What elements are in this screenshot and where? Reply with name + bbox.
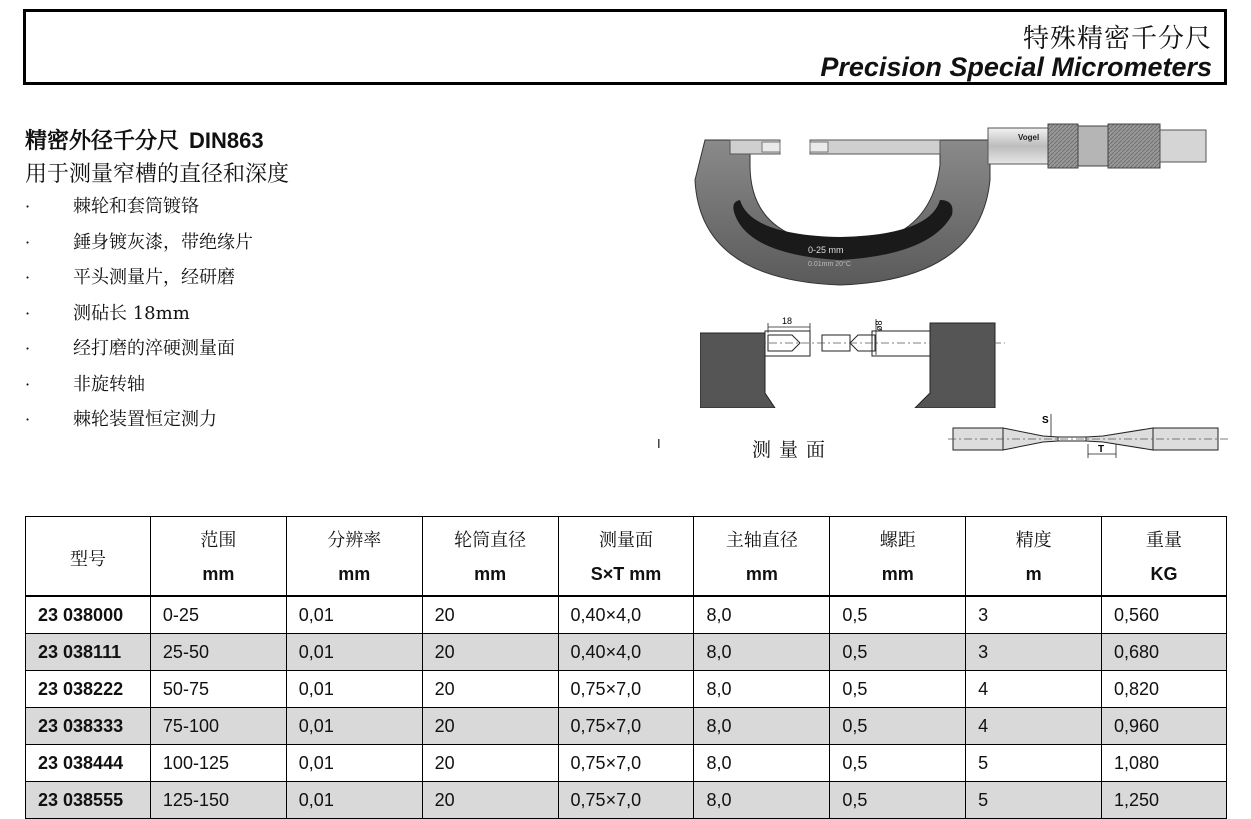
bullet-mark: · [25,374,31,394]
table-cell: 0,5 [830,782,966,819]
table-cell: 0,01 [286,782,422,819]
frame-text-2: 0.01mm 20°C [808,261,851,268]
table-cell: 4 [966,671,1102,708]
bullet-mark: · [25,232,31,252]
feature-item [25,338,625,374]
table-cell: 100-125 [150,745,286,782]
product-heading [25,127,625,156]
header-label: 型号 [69,548,106,570]
header-label-cell [422,517,558,559]
header-unit-cell [1102,558,1227,596]
table-row [26,708,1227,745]
table-cell: 0,680 [1102,634,1227,671]
table-cell: 0,5 [830,596,966,634]
bullet-mark: · [25,303,31,323]
table-cell: 1,080 [1102,745,1227,782]
table-cell: 0,01 [286,708,422,745]
model-number-cell: 23 038222 [26,671,151,708]
table-cell: 20 [422,708,558,745]
header-label: 分辨率 [327,530,382,551]
product-description [25,127,625,445]
right-anvil-rod [872,331,930,356]
spindle [810,140,940,154]
measuring-surface-label: 测量面 [752,439,834,461]
header-label: 主轴直径 [725,530,798,551]
header-label-cell [558,517,694,559]
table-cell: 20 [422,671,558,708]
table-cell: 8,0 [694,671,830,708]
table-cell: 0,5 [830,708,966,745]
table-cell: 0,01 [286,596,422,634]
table-cell: 0,560 [1102,596,1227,634]
header-box [23,9,1227,85]
header-unit-cell [830,558,966,596]
table-cell: 8,0 [694,596,830,634]
left-body [700,333,775,408]
header-label: 重量 [1146,530,1182,551]
feature-text: 棘轮和套筒镀铬 [73,196,199,217]
frame-text-1: 0-25 mm [808,245,844,255]
table-cell: 8,0 [694,745,830,782]
header-unit: mm [881,564,914,584]
end-cap [1160,130,1206,162]
table-cell: 0,75×7,0 [558,745,694,782]
table-cell: 0,5 [830,671,966,708]
model-number-cell: 23 038333 [26,708,151,745]
brand-label: Vogel [1018,133,1040,142]
table-row [26,782,1227,819]
table-cell: 4 [966,708,1102,745]
table-cell: 5 [966,745,1102,782]
model-number-cell: 23 038444 [26,745,151,782]
table-cell: 0-25 [150,596,286,634]
table-cell: 8,0 [694,708,830,745]
table-cell: 0,40×4,0 [558,634,694,671]
header-unit: mm [202,564,235,584]
feature-text: 测砧长 18mm [73,302,190,324]
header-unit: mm [338,564,371,584]
table-row [26,671,1227,708]
ratchet-knurl [1108,124,1160,168]
bullet-mark: · [25,339,31,358]
header-label: 螺距 [879,530,916,551]
micrometer-photo [690,120,1230,300]
header-model [26,517,151,597]
model-number-cell: 23 038000 [26,596,151,634]
model-number-cell: 23 038555 [26,782,151,819]
tick-mark: I [657,436,661,451]
model-number-cell: 23 038111 [26,634,151,671]
header-unit-cell [694,558,830,596]
header-unit: m [1025,564,1042,584]
table-cell: 0,5 [830,745,966,782]
feature-item [25,409,625,445]
table-cell: 125-150 [150,782,286,819]
dim-diameter-label: ø8 [874,320,884,331]
table-cell: 0,820 [1102,671,1227,708]
header-label: 轮筒直径 [454,530,527,551]
dim-s-label: S [1042,415,1049,426]
table-cell: 25-50 [150,634,286,671]
product-heading-din: DIN863 [189,128,264,153]
feature-item [25,232,625,268]
table-cell: 0,960 [1102,708,1227,745]
anvil-drawing [700,313,1010,408]
page-title-cn: 特殊精密千分尺 [1022,24,1212,54]
feature-list [25,196,625,445]
feature-text: 平头测量片，经研磨 [73,267,235,288]
header-label: 范围 [200,530,237,551]
dim-t-label: T [1098,444,1105,455]
feature-text: 錘身镀灰漆，带绝缘片 [73,231,253,253]
header-label-cell [830,517,966,559]
table-cell: 20 [422,745,558,782]
header-unit-cell [150,558,286,596]
table-cell: 1,250 [1102,782,1227,819]
table-cell: 0,40×4,0 [558,596,694,634]
table-row [26,745,1227,782]
header-unit-cell [286,558,422,596]
anvil-tip [762,142,780,152]
header-unit-cell [966,558,1102,596]
feature-text: 经打磨的淬硬测量面 [73,338,235,359]
feature-item [25,267,625,303]
table-cell: 20 [422,782,558,819]
table-cell: 0,75×7,0 [558,708,694,745]
bullet-mark: · [25,410,31,429]
table-row [26,634,1227,671]
header-unit-cell [558,558,694,596]
table-cell: 3 [966,596,1102,634]
header-unit: mm [474,564,507,584]
table-row [26,596,1227,634]
table-cell: 0,01 [286,671,422,708]
spec-table [25,516,1227,819]
header-unit: S×T mm [590,564,662,584]
product-subtitle: 用于测量窄槽的直径和深度 [25,162,290,187]
table-cell: 50-75 [150,671,286,708]
table-cell: 0,5 [830,634,966,671]
header-label: 精度 [1015,530,1052,551]
table-cell: 3 [966,634,1102,671]
page-title-en: Precision Special Micrometers [820,52,1212,82]
header-label-cell [1102,517,1227,559]
feature-item [25,303,625,339]
header-unit: mm [745,564,778,584]
header-label-cell [694,517,830,559]
table-cell: 0,01 [286,634,422,671]
feature-text: 棘轮装置恒定测力 [73,409,217,430]
feature-text: 非旋转轴 [73,373,145,395]
header-unit-cell [422,558,558,596]
table-cell: 20 [422,634,558,671]
feature-item [25,374,625,410]
table-cell: 0,75×7,0 [558,671,694,708]
bullet-mark: · [25,268,31,287]
header-label: 测量面 [598,530,653,551]
table-cell: 8,0 [694,782,830,819]
header-unit: KG [1150,564,1178,584]
spindle-tip [810,142,828,152]
feature-item [25,196,625,232]
table-cell: 5 [966,782,1102,819]
header-label-cell [286,517,422,559]
blade-detail-drawing [948,410,1228,462]
header-label-cell [150,517,286,559]
table-cell: 0,75×7,0 [558,782,694,819]
table-cell: 75-100 [150,708,286,745]
bullet-mark: · [25,197,31,216]
product-heading-cn: 精密外径千分尺 [25,129,180,154]
dim-length-label: 18 [782,316,793,326]
table-cell: 8,0 [694,634,830,671]
thimble [1048,124,1078,168]
header-label-cell [966,517,1102,559]
ratchet [1078,126,1108,166]
table-cell: 20 [422,596,558,634]
table-cell: 0,01 [286,745,422,782]
